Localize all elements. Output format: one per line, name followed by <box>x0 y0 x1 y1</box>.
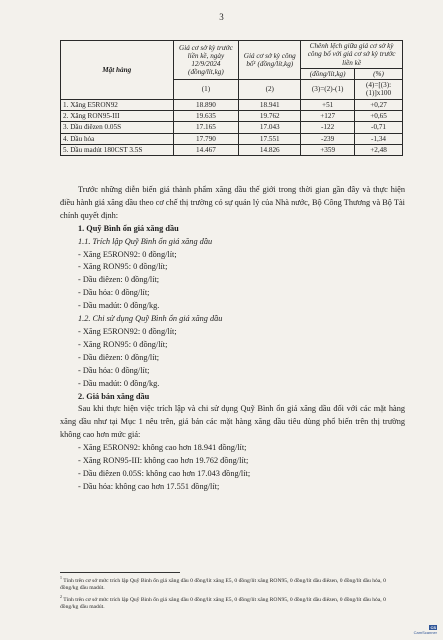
item-name: 5. Dầu madút 180CST 3.5S <box>61 144 174 155</box>
price-diff: +359 <box>301 144 355 155</box>
list-item: - Dầu hỏa: không cao hơn 17.551 đồng/lít; <box>78 481 220 491</box>
section-1-1-title: 1.1. Trích lập Quỹ Bình ổn giá xăng dầu <box>78 236 213 246</box>
price-before: 18.890 <box>173 99 239 110</box>
table-row <box>61 144 403 155</box>
section-2-title: 2. Giá bán xăng dầu <box>78 391 150 401</box>
price-before: 19.635 <box>173 110 239 121</box>
section-2-paragraph: Sau khi thực hiện việc trích lập và chi sử dụng Quỹ Bình ổn giá xăng dầu đối với các mặt hàng xăng dầu như tại Mục 1 nêu trên, giá bán các mặt hàng xăng dầu tiêu dùng phổ biến trên thị trường không cao hơn mức giá: <box>60 404 405 440</box>
table-header-row <box>61 41 403 69</box>
scanner-label: CamScanner <box>413 630 437 635</box>
section-1-2-title: 1.2. Chi sử dụng Quỹ Bình ổn giá xăng dầu <box>78 314 223 324</box>
index-cell: (1) <box>173 80 239 100</box>
price-diff-pct: +2,48 <box>355 144 403 155</box>
footnote-mark: 1 <box>60 576 62 580</box>
list-item: - Xăng RON95-III: không cao hơn 19.762 đồng/lít; <box>78 456 249 466</box>
price-diff-pct: +0,27 <box>355 99 403 110</box>
index-cell: (4)=[(3):(1)]x100 <box>355 80 403 100</box>
header-base-announced: Giá cơ sở kỳ công bố¹ (đồng/lít,kg) <box>239 41 301 80</box>
header-diff-abs: (đồng/lít,kg) <box>301 68 355 79</box>
footnote-text: Tính trên cơ sở mức trích lập Quỹ Bình ổn giá xăng dầu 0 đồng/lít xăng E5, 0 đồng/lít xăng RON95, 0 đồng/lít dầu điêzen, 0 đồng/lít dầu hỏa, 0 đồng/kg dầu madút. <box>60 577 386 592</box>
item-name: 3. Dầu điêzen 0.05S <box>61 122 174 133</box>
table-row <box>61 99 403 110</box>
footnote-divider <box>60 572 180 573</box>
section-1-title: 1. Quỹ Bình ổn giá xăng dầu <box>78 223 179 233</box>
price-diff: +51 <box>301 99 355 110</box>
header-diff-group: Chênh lệch giữa giá cơ sở kỳ công bố với giá cơ sở kỳ trước liền kề <box>301 41 403 69</box>
page-number: 3 <box>219 12 224 22</box>
footnote-2 <box>60 594 405 612</box>
footnotes <box>60 575 405 612</box>
price-comparison-table <box>60 40 403 156</box>
document-body <box>60 184 405 494</box>
price-diff: +127 <box>301 110 355 121</box>
list-item: - Dầu hỏa: 0 đồng/lít; <box>78 365 150 375</box>
price-before: 17.790 <box>173 133 239 144</box>
header-item: Mặt hàng <box>61 41 174 100</box>
item-name: 2. Xăng RON95-III <box>61 110 174 121</box>
list-item: - Dầu điêzen: 0 đồng/lít; <box>78 352 160 362</box>
scanner-watermark <box>407 625 437 636</box>
list-item: - Dầu madút: 0 đồng/kg. <box>78 301 160 311</box>
intro-paragraph: Trước những diễn biến giá thành phẩm xăng dầu thế giới trong thời gian gần đây và thực hiện điều hành giá xăng dầu theo cơ chế thị trường có sự quản lý của Nhà nước, Bộ Công Thương và Bộ Tài chính quyết định: <box>60 185 405 220</box>
list-item: - Dầu hỏa: 0 đồng/lít; <box>78 288 150 298</box>
index-cell: (2) <box>239 80 301 100</box>
list-item: - Dầu madút: 0 đồng/kg. <box>78 378 160 388</box>
price-announced: 17.043 <box>239 122 301 133</box>
price-diff: -239 <box>301 133 355 144</box>
index-cell: (3)=(2)-(1) <box>301 80 355 100</box>
list-item: - Xăng RON95: 0 đồng/lít; <box>78 262 168 272</box>
item-name: 1. Xăng E5RON92 <box>61 99 174 110</box>
item-name: 4. Dầu hỏa <box>61 133 174 144</box>
price-diff-pct: -0,71 <box>355 122 403 133</box>
price-announced: 14.826 <box>239 144 301 155</box>
price-announced: 18.941 <box>239 99 301 110</box>
price-diff-pct: -1,34 <box>355 133 403 144</box>
list-item: - Xăng E5RON92: không cao hơn 18.941 đồng/lít; <box>78 443 247 453</box>
table-row <box>61 110 403 121</box>
list-item: - Xăng E5RON92: 0 đồng/lít; <box>78 326 177 336</box>
header-base-before: Giá cơ sở kỳ trước liền kề, ngày 12/9/2024 (đồng/lít,kg) <box>173 41 239 80</box>
price-before: 14.467 <box>173 144 239 155</box>
list-item: - Xăng RON95: 0 đồng/lít; <box>78 339 168 349</box>
price-diff-pct: +0,65 <box>355 110 403 121</box>
price-announced: 17.551 <box>239 133 301 144</box>
price-before: 17.165 <box>173 122 239 133</box>
footnote-1 <box>60 575 405 593</box>
list-item: - Dầu điêzen: 0 đồng/lít; <box>78 275 160 285</box>
footnote-text: Tính trên cơ sở mức trích lập Quỹ Bình ổn giá xăng dầu 0 đồng/lít xăng E5, 0 đồng/lít xăng RON95, 0 đồng/lít dầu điêzen, 0 đồng/lít dầu hỏa, 0 đồng/kg dầu madút. <box>60 596 386 610</box>
table-row <box>61 133 403 144</box>
table-row <box>61 122 403 133</box>
price-diff: -122 <box>301 122 355 133</box>
price-announced: 19.762 <box>239 110 301 121</box>
header-diff-pct: (%) <box>355 68 403 79</box>
list-item: - Dầu điêzen 0.05S: không cao hơn 17.043 đồng/lít; <box>78 468 251 478</box>
footnote-mark: 2 <box>60 594 62 599</box>
scanner-logo-icon: CS <box>430 625 436 630</box>
list-item: - Xăng E5RON92: 0 đồng/lít; <box>78 249 177 259</box>
